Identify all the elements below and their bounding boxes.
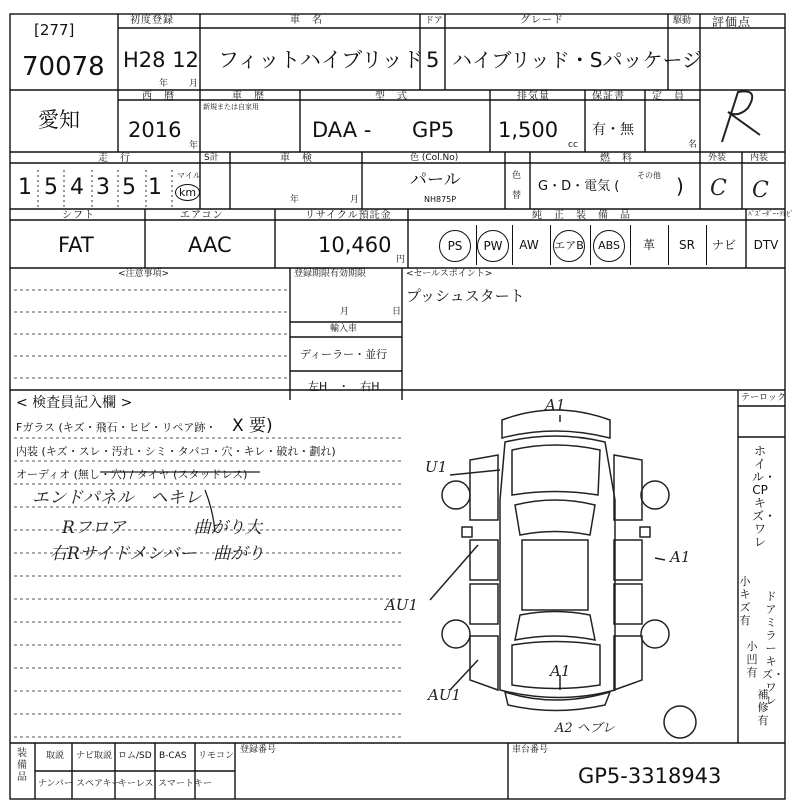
model-prefix: DAA - <box>312 118 372 142</box>
mile-label: マイル <box>177 171 201 180</box>
ac-label: エアコン <box>180 210 224 221</box>
lot-number: 70078 <box>22 52 105 82</box>
mark-front-bumper: A1 <box>545 396 566 414</box>
mileage-value: 154351 <box>18 175 174 200</box>
glass-line: Fガラス (キズ・飛石・ヒビ・リペア跡・ <box>16 421 217 434</box>
footer-item-spare-key: スペアキー <box>76 779 121 789</box>
audio-line: オーディオ (無し・穴) / タイヤ (スタッドレス) <box>16 468 248 481</box>
reg-no-label: 登録番号 <box>240 745 277 755</box>
inspector-title: < 検査員記入欄 > <box>16 395 133 411</box>
recycle-value: 10,460 <box>318 233 392 257</box>
history-label: 車 歴 <box>232 91 265 102</box>
side-text-4: 小凹有 <box>746 640 758 679</box>
footer-item-navi-manual: ナビ取説 <box>76 751 113 761</box>
history-note: 新規または自家用 <box>203 103 259 111</box>
region: 愛知 <box>38 108 80 132</box>
equipment-airbag: エアB <box>553 230 585 262</box>
shift-value: FAT <box>58 233 94 257</box>
color-code: NH875P <box>424 195 457 204</box>
year-unit: 年 <box>189 141 199 151</box>
recycle-label: リサイクル預託金 <box>305 210 392 221</box>
yen-unit: 円 <box>396 255 406 265</box>
grade-label: グレード <box>520 15 564 26</box>
footer-item-rom-sd: ロム/SD <box>118 751 152 761</box>
deadline-label: 登録期限有効期限 <box>294 269 367 279</box>
model-label: 型 式 <box>375 91 408 102</box>
equipment-sr: SR <box>679 238 695 252</box>
fuel-value: G・D・電気 ( <box>538 179 620 194</box>
caution-label: <注意事項> <box>118 269 170 279</box>
eval-label: 評価点 <box>712 15 752 29</box>
footer-item-bcas: B-CAS <box>159 751 187 761</box>
equipment-abs: ABS <box>593 230 625 262</box>
exterior-label: 外装 <box>708 153 727 163</box>
deadline-month-unit: 月 <box>340 307 350 317</box>
grade-value: ハイブリッド・Sパッケージ <box>452 48 703 72</box>
km-label: km <box>175 184 200 201</box>
capacity-unit: 名 <box>688 140 698 150</box>
equipment-label: 純 正 装 備 品 <box>532 210 631 221</box>
west-label: 西 暦 <box>142 91 175 102</box>
door-label: ドア <box>425 16 443 26</box>
year-value: 2016 <box>128 118 182 142</box>
color-change-b: 替 <box>512 191 522 201</box>
handwritten-note-2: Rフロア 曲がり大 <box>62 518 262 538</box>
first-reg-label: 初度登録 <box>130 15 174 26</box>
footer-item-remote: リモコン <box>198 751 235 761</box>
color-label: 色 (Col.No) <box>410 153 459 163</box>
mark-left-fender: U1 <box>425 458 448 476</box>
meter-label: S計 <box>204 153 219 163</box>
exterior-value: C <box>710 176 727 201</box>
equipment-aw: AW <box>519 238 539 252</box>
ac-value: AAC <box>188 233 232 257</box>
car-name-label: 車 名 <box>290 15 323 26</box>
color-change-a: 色 <box>512 171 522 181</box>
mark-rear-bumper: A2 ヘブレ <box>555 721 615 736</box>
footer-item-keyless: キーレス <box>118 779 154 789</box>
equipment-leather: 革 <box>642 238 655 252</box>
mileage-label: 走 行 <box>98 153 131 164</box>
displacement-label: 排気量 <box>517 91 550 102</box>
lot-label: [277] <box>34 21 75 39</box>
side-text-3: ドアミラーキズ・ワレ <box>762 590 784 707</box>
equipment-pw: PW <box>477 230 509 262</box>
interior-value: C <box>752 178 769 203</box>
footer-side-label: 装備品 <box>17 748 27 783</box>
warranty-label: 保証書 <box>592 91 625 102</box>
keyless-label: ﾊﾟｽﾞｰﾀﾞｰ･ﾃﾚﾋﾞ <box>748 210 794 218</box>
car-name: フィットハイブリッド <box>218 48 424 72</box>
deadline-day-unit: 日 <box>392 307 402 317</box>
steer-label: 左H ・ 右H <box>308 380 380 393</box>
footer-item-manual: 取説 <box>46 751 65 761</box>
chassis-label: 車台番号 <box>512 745 549 755</box>
shift-label: シフト <box>62 210 95 221</box>
dealer-label: ディーラー・並行 <box>300 348 388 361</box>
footer-item-number: ナンバー <box>38 779 73 789</box>
glass-mark: X 要) <box>232 416 273 436</box>
mark-trunk: A1 <box>550 662 571 680</box>
sales-point-label: <セールスポイント> <box>406 269 493 279</box>
equipment-navi: ナビ <box>711 238 736 252</box>
side-label: テーロック <box>741 393 786 403</box>
mark-right-door: A1 <box>670 548 691 566</box>
sales-point: プッシュスタート <box>406 287 525 305</box>
side-text-1: ホイル・CPキズ・ワレ <box>752 444 777 549</box>
mark-left-rear: AU1 <box>428 686 462 704</box>
color-value: パール <box>410 170 461 190</box>
handwritten-note-3: 右Rサイドメンバー 曲がり <box>50 544 265 564</box>
warranty-value: 有・無 <box>592 122 634 138</box>
interior-label: 内装 <box>750 153 769 163</box>
inspection-month-unit: 月 <box>350 195 360 205</box>
capacity-label: 定 員 <box>652 91 685 102</box>
inspection-year-unit: 年 <box>290 195 300 205</box>
equipment-dtv: DTV <box>753 238 779 252</box>
mark-left-door: AU1 <box>385 596 419 614</box>
fuel-label: 燃 料 <box>600 153 633 164</box>
fuel-close: ) <box>676 174 684 198</box>
first-reg-year-unit: 年 <box>159 79 169 89</box>
handwritten-note-1: エンドパネル ヘキレ <box>32 488 202 508</box>
footer-item-smart-key: スマートキー <box>158 779 212 789</box>
equipment-ps: PS <box>439 230 471 262</box>
side-text-5: 補修有 <box>757 688 769 727</box>
side-text-2: 小キズ有 <box>739 575 751 627</box>
cc-unit: cc <box>568 140 578 150</box>
first-reg-value: H28 12 <box>123 48 199 72</box>
door-value: 5 <box>426 48 440 72</box>
interior-line: 内装 (キズ・スレ・汚れ・シミ・タバコ・穴・キレ・破れ・劃れ) <box>16 445 336 458</box>
chassis-value: GP5-3318943 <box>578 764 722 788</box>
displacement-value: 1,500 <box>498 118 559 142</box>
fuel-other: その他 <box>637 171 661 180</box>
steering-label: 駆動 <box>673 16 692 26</box>
import-label: 輸入車 <box>330 324 358 334</box>
inspection-label: 車 検 <box>280 153 313 164</box>
first-reg-month-unit: 月 <box>189 79 199 89</box>
model-value: GP5 <box>412 118 455 142</box>
